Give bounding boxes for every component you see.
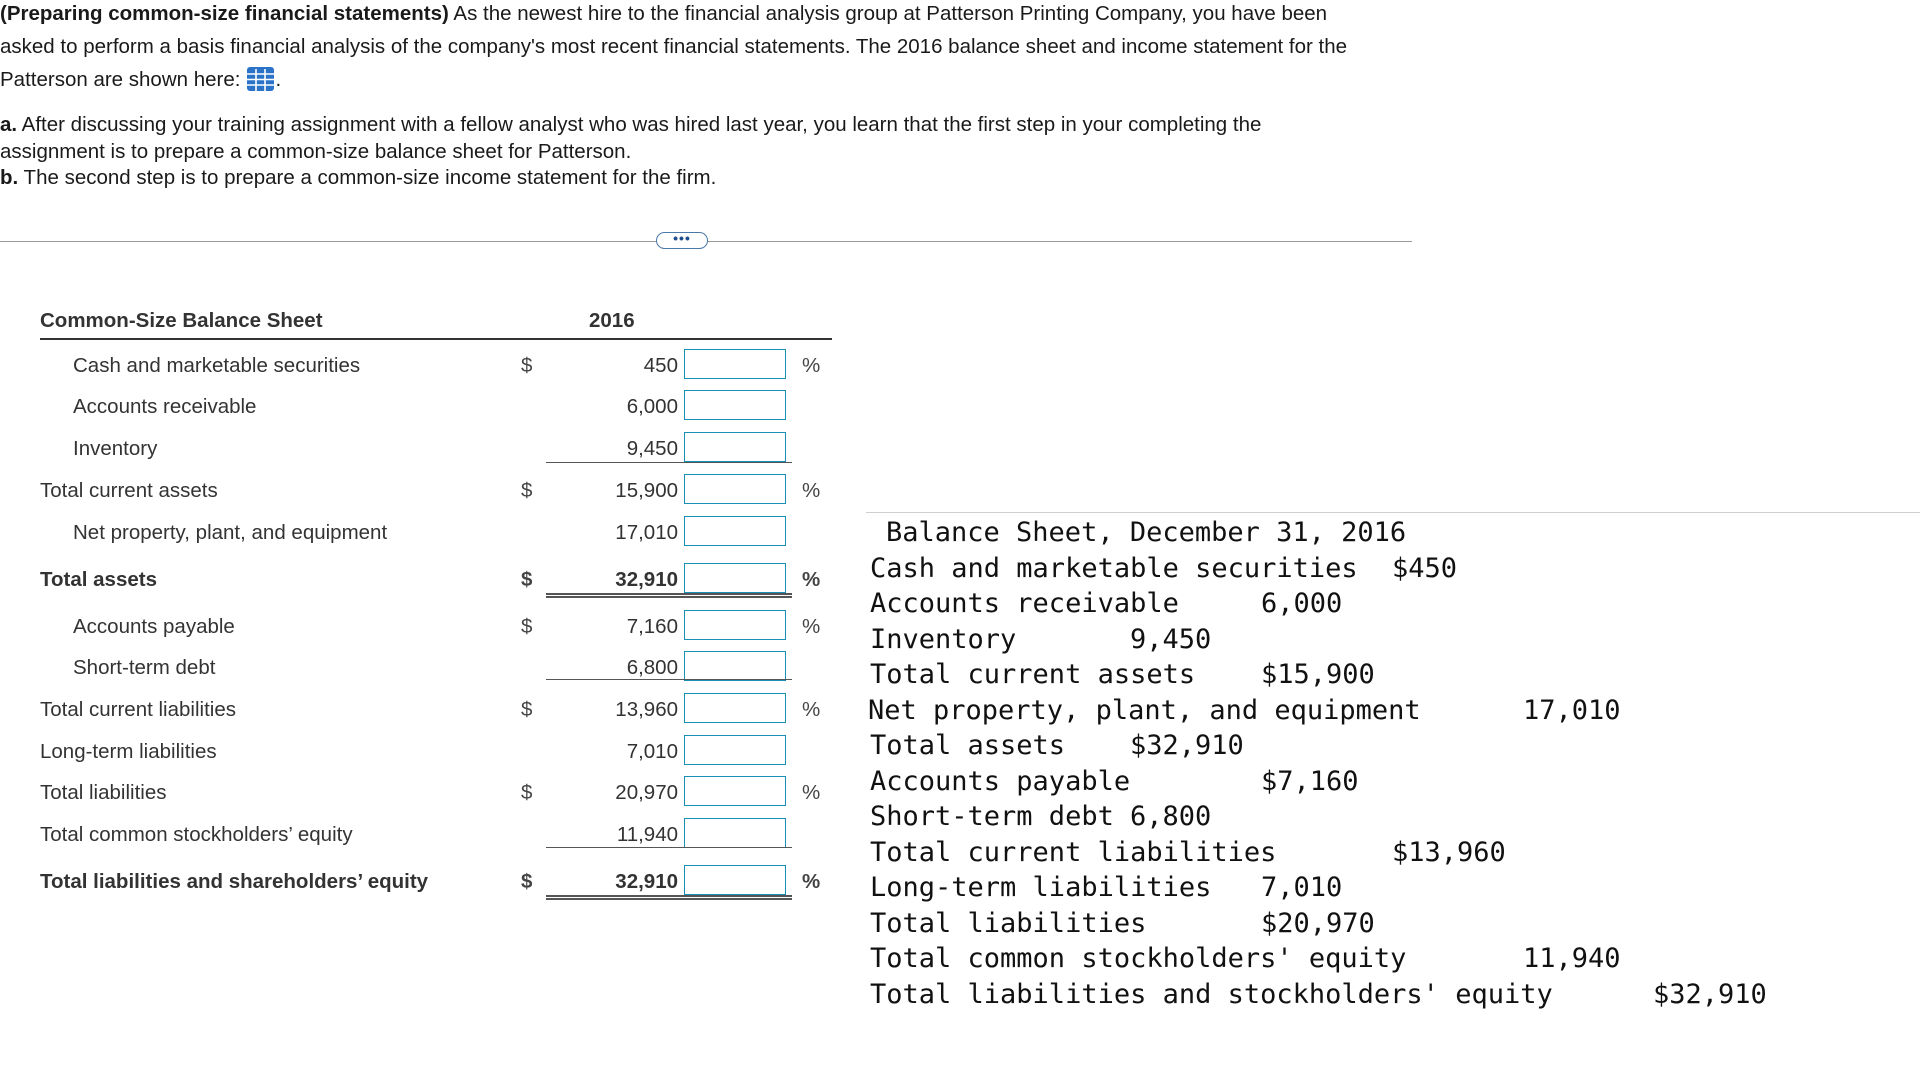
row-label: Total current assets xyxy=(40,479,218,502)
row-amount: 15,900 xyxy=(615,479,678,502)
row-label: Total current liabilities xyxy=(40,698,236,721)
common-size-balance-sheet xyxy=(0,0,860,1080)
balance-sheet-line-label: Accounts payable xyxy=(870,766,1131,797)
percent-input[interactable] xyxy=(684,432,786,462)
table-row xyxy=(0,773,860,813)
dollar-sign: $ xyxy=(521,870,533,893)
balance-sheet-line-value: $450 xyxy=(1392,553,1458,584)
row-amount: 32,910 xyxy=(615,870,678,893)
dollar-sign: $ xyxy=(521,479,533,502)
row-label: Inventory xyxy=(73,437,158,460)
percent-sign: % xyxy=(802,870,821,893)
balance-sheet-line-label: Total current liabilities xyxy=(870,837,1277,868)
row-amount: 450 xyxy=(643,354,678,377)
balance-sheet-line-label: Short-term debt xyxy=(870,801,1114,832)
balance-sheet-line-value: $7,160 xyxy=(1261,766,1359,797)
percent-input[interactable] xyxy=(684,349,786,379)
row-amount: 6,800 xyxy=(626,656,678,679)
balance-sheet-line-label: Total assets xyxy=(870,730,1066,761)
row-label: Net property, plant, and equipment xyxy=(73,521,388,544)
step-a-text-2: assignment is to prepare a common-size balance sheet for Patterson. xyxy=(0,139,632,163)
row-amount: 7,010 xyxy=(626,740,678,763)
subtotal-rule xyxy=(546,679,792,680)
table-row xyxy=(0,429,860,469)
percent-input[interactable] xyxy=(684,693,786,723)
balance-sheet-line-label: Total liabilities xyxy=(870,908,1147,939)
row-label: Short-term debt xyxy=(73,656,216,679)
row-label: Accounts payable xyxy=(73,615,235,638)
balance-sheet-line-label: Long-term liabilities xyxy=(870,872,1212,903)
balance-sheet-line-label: Cash and marketable securities xyxy=(870,553,1358,584)
percent-sign: % xyxy=(802,698,821,721)
subtotal-rule xyxy=(546,847,792,848)
percent-sign: % xyxy=(802,781,821,804)
header-rule xyxy=(40,338,832,340)
percent-input[interactable] xyxy=(684,776,786,806)
balance-sheet-line-value: 17,010 xyxy=(1523,695,1621,726)
step-b-text: The second step is to prepare a common-size income statement for the firm. xyxy=(18,166,717,189)
percent-input[interactable] xyxy=(684,735,786,765)
percent-input[interactable] xyxy=(684,390,786,420)
row-amount: 17,010 xyxy=(615,521,678,544)
percent-input[interactable] xyxy=(684,865,786,895)
balance-sheet-line-value: 9,450 xyxy=(1130,624,1212,655)
dollar-sign: $ xyxy=(521,781,533,804)
balance-sheet-line-label: Total liabilities and stockholders' equity xyxy=(870,979,1553,1010)
balance-sheet-line-label: Accounts receivable xyxy=(870,588,1179,619)
balance-sheet-line-value: $32,910 xyxy=(1653,979,1767,1010)
percent-input[interactable] xyxy=(684,563,786,593)
row-amount: 11,940 xyxy=(616,823,678,846)
table-row xyxy=(0,690,860,730)
problem-title: (Preparing common-size financial statements) xyxy=(0,2,449,25)
intro-text-3: Patterson are shown here: xyxy=(0,68,241,91)
table-row xyxy=(0,387,860,427)
dollar-sign: $ xyxy=(521,698,533,721)
table-row xyxy=(0,815,860,855)
intro-period: . xyxy=(275,68,282,91)
row-label: Total liabilities and shareholders’ equity xyxy=(40,870,429,893)
row-label: Total assets xyxy=(40,568,157,591)
balance-sheet-line-value: $32,910 xyxy=(1130,730,1244,761)
table-title: Common-Size Balance Sheet xyxy=(40,309,323,332)
percent-input[interactable] xyxy=(684,516,786,546)
total-double-rule xyxy=(546,895,792,900)
percent-sign: % xyxy=(802,354,821,377)
percent-input[interactable] xyxy=(684,610,786,640)
row-label: Cash and marketable securities xyxy=(73,354,361,377)
dollar-sign: $ xyxy=(521,615,533,638)
balance-sheet-line-value: 11,940 xyxy=(1523,943,1621,974)
dollar-sign: $ xyxy=(521,354,533,377)
table-row xyxy=(0,648,860,688)
balance-sheet-line-value: 6,000 xyxy=(1261,588,1343,619)
popup-top-rule xyxy=(866,512,1920,513)
percent-sign: % xyxy=(802,615,821,638)
percent-input[interactable] xyxy=(684,651,786,681)
total-double-rule xyxy=(546,593,792,598)
table-row xyxy=(0,346,860,386)
year-header: 2016 xyxy=(589,309,635,332)
percent-sign: % xyxy=(802,479,821,502)
balance-sheet-line-value: $15,900 xyxy=(1261,659,1375,690)
row-amount: 13,960 xyxy=(615,698,678,721)
intro-text-2: asked to perform a basis financial analysis of the company's most recent financial statements. The 2016 balance sheet and income statement for the xyxy=(0,35,1348,58)
balance-sheet-line-label: Total current assets xyxy=(870,659,1196,690)
row-amount: 7,160 xyxy=(626,615,678,638)
table-row xyxy=(0,732,860,772)
row-amount: 9,450 xyxy=(626,437,678,460)
expand-more-button[interactable]: ••• xyxy=(656,232,708,249)
balance-sheet-line-label: Inventory xyxy=(870,624,1017,655)
row-amount: 32,910 xyxy=(615,568,678,591)
step-a-marker: a. xyxy=(0,113,18,136)
row-label: Total common stockholders’ equity xyxy=(40,823,353,846)
table-row xyxy=(0,471,860,511)
row-label: Total liabilities xyxy=(40,781,167,804)
step-a-text-1: After discussing your training assignment with a fellow analyst who was hired last year, you learn that the first step in your completing the xyxy=(17,113,1262,136)
subtotal-rule xyxy=(546,462,792,463)
percent-sign: % xyxy=(802,568,821,591)
balance-sheet-line-value: $13,960 xyxy=(1392,837,1506,868)
balance-sheet-line-label: Net property, plant, and equipment xyxy=(868,695,1421,726)
intro-text-1: As the newest hire to the financial analysis group at Patterson Printing Company, you have been xyxy=(448,2,1328,25)
table-row xyxy=(0,513,860,553)
balance-sheet-line-label: Total common stockholders' equity xyxy=(870,943,1407,974)
row-amount: 20,970 xyxy=(615,781,678,804)
row-amount: 6,000 xyxy=(626,395,678,418)
balance-sheet-title: Balance Sheet, December 31, 2016 xyxy=(886,517,1407,548)
dollar-sign: $ xyxy=(521,568,533,591)
percent-input[interactable] xyxy=(684,474,786,504)
table-row xyxy=(0,607,860,647)
row-label: Accounts receivable xyxy=(73,395,257,418)
balance-sheet-line-value: $20,970 xyxy=(1261,908,1375,939)
balance-sheet-line-value: 7,010 xyxy=(1261,872,1343,903)
percent-input[interactable] xyxy=(684,818,786,848)
step-b-marker: b. xyxy=(0,166,19,189)
row-label: Long-term liabilities xyxy=(40,740,217,763)
balance-sheet-line-value: 6,800 xyxy=(1130,801,1212,832)
